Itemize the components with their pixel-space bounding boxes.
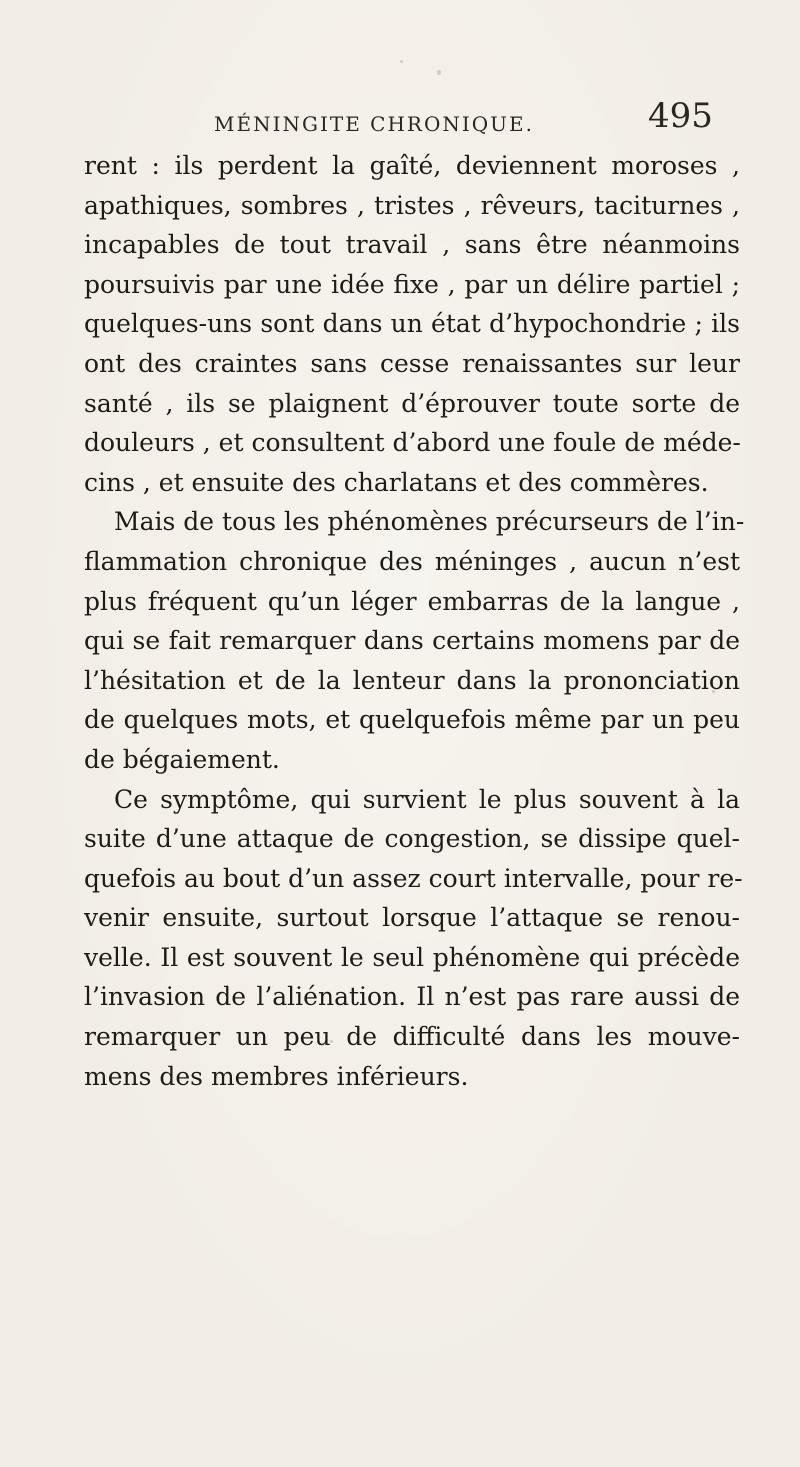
text-line: de bégaiement. <box>84 744 280 774</box>
text-line: l’invasion de l’aliénation. Il n’est pas rare aussi de <box>84 982 740 1012</box>
text-line: apathiques, sombres , tristes , rêveurs, taciturnes , <box>84 190 740 220</box>
paper-speck <box>330 1040 333 1043</box>
paper-speck <box>712 690 715 693</box>
text-line: douleurs , et consultent d’abord une foule de méde- <box>84 428 741 458</box>
text-line: flammation chronique des méninges , aucun n’est <box>84 546 740 576</box>
text-line: Ce symptôme, qui survient le plus souvent à la <box>114 784 740 814</box>
text-line: rent : ils perdent la gaîté, deviennent moroses , <box>84 151 740 180</box>
text-line: Mais de tous les phénomènes précurseurs de l’in- <box>114 507 745 537</box>
text-line: incapables de tout travail , sans être néanmoins <box>84 230 740 260</box>
text-line: cins , et ensuite des charlatans et des commères. <box>84 467 709 497</box>
text-line: de quelques mots, et quelquefois même par un peu <box>84 705 740 735</box>
text-line: plus fréquent qu’un léger embarras de la langue , <box>84 586 740 616</box>
text-line: mens des membres inférieurs. <box>84 1061 469 1091</box>
text-line: qui se fait remarquer dans certains momens par de <box>84 626 740 656</box>
running-head: MÉNINGITE CHRONIQUE. <box>214 112 534 136</box>
text-line: venir ensuite, surtout lorsque l’attaque se renou- <box>84 903 740 933</box>
paragraph-3 <box>84 780 743 1097</box>
paper-speck <box>400 60 403 63</box>
text-line: l’hésitation et de la lenteur dans la prononciation <box>84 665 740 695</box>
paragraph-2 <box>84 502 745 779</box>
body-text <box>84 146 745 1096</box>
text-line: suite d’une attaque de congestion, se dissipe quel- <box>84 824 740 854</box>
text-line: velle. Il est souvent le seul phénomène qui précède <box>84 942 740 972</box>
paragraph-1 <box>84 146 740 502</box>
text-line: quefois au bout d’un assez court intervalle, pour re- <box>84 863 743 893</box>
text-line: quelques-uns sont dans un état d’hypochondrie ; ils <box>84 309 740 339</box>
text-line: remarquer un peu de difficulté dans les mouve- <box>84 1022 740 1052</box>
text-line: santé , ils se plaignent d’éprouver toute sorte de <box>84 388 740 418</box>
text-line: poursuivis par une idée fixe , par un délire partiel ; <box>84 269 740 299</box>
text-line: ont des craintes sans cesse renaissantes sur leur <box>84 348 740 378</box>
page-number: 495 <box>648 96 713 136</box>
paper-speck <box>437 70 441 75</box>
